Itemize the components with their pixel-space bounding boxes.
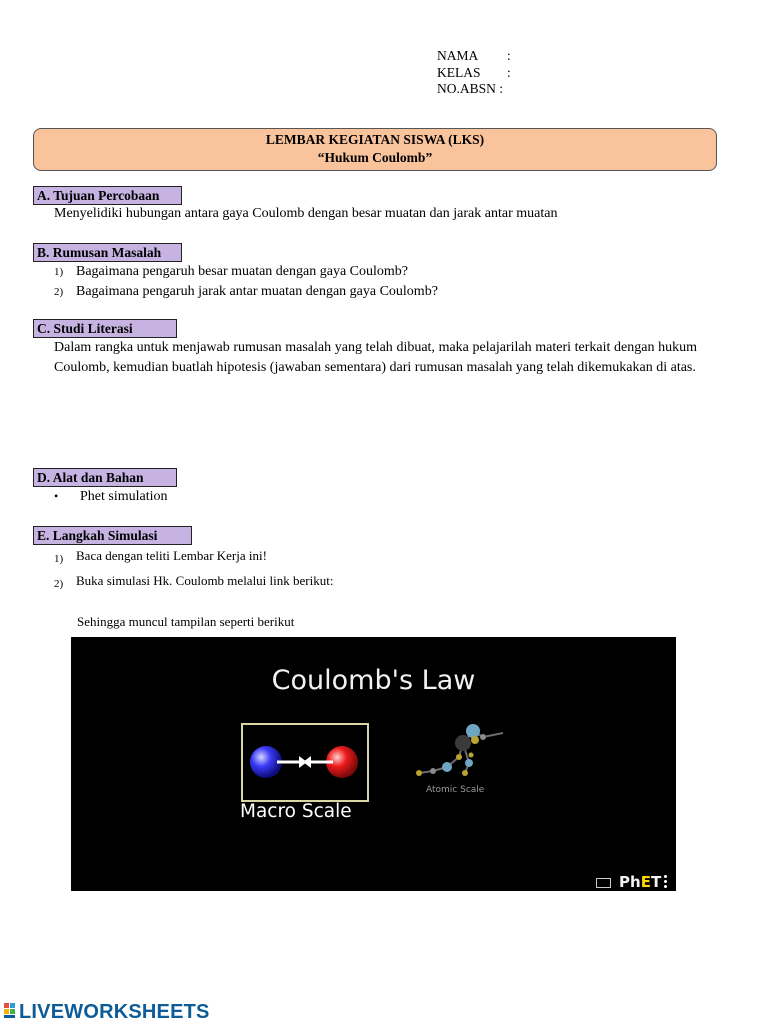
section-d-list-item bbox=[54, 487, 168, 507]
atomic-scale-label: Atomic Scale bbox=[426, 785, 485, 795]
name-field[interactable] bbox=[437, 48, 511, 65]
charges-icon bbox=[243, 725, 367, 800]
phet-logo-ph: Ph bbox=[619, 873, 641, 891]
list-number: 1) bbox=[54, 266, 64, 278]
name-colon: : bbox=[507, 48, 511, 63]
absent-number-label: NO.ABSN : bbox=[437, 81, 504, 96]
section-b-list bbox=[54, 262, 438, 302]
list-number: 2) bbox=[54, 578, 64, 590]
list-item bbox=[54, 262, 438, 282]
liveworksheets-footer[interactable] bbox=[4, 1001, 210, 1024]
list-number: 2) bbox=[54, 286, 64, 298]
phet-logo-e: E bbox=[640, 873, 651, 891]
class-label: KELAS bbox=[437, 64, 481, 80]
simulation-title: Coulomb's Law bbox=[271, 665, 476, 696]
section-c-label: C. Studi Literasi bbox=[33, 319, 177, 338]
worksheet-title: LEMBAR KEGIATAN SISWA (LKS) bbox=[265, 132, 485, 147]
section-d-label: D. Alat dan Bahan bbox=[33, 468, 177, 487]
class-field[interactable] bbox=[437, 65, 511, 82]
student-identity bbox=[437, 48, 511, 98]
liveworksheets-brand: LIVEWORKSHEETS bbox=[19, 1001, 210, 1023]
list-item bbox=[54, 545, 333, 570]
list-text: Buka simulasi Hk. Coulomb melalui link berikut: bbox=[76, 573, 334, 588]
phet-simulation-screen[interactable] bbox=[71, 637, 676, 891]
list-item bbox=[54, 570, 333, 595]
list-item bbox=[54, 282, 438, 302]
macro-scale-button[interactable] bbox=[241, 723, 369, 802]
list-number: 1) bbox=[54, 553, 64, 565]
liveworksheets-logo-icon bbox=[4, 1003, 17, 1019]
worksheet-title-box bbox=[33, 128, 717, 171]
phet-logo bbox=[619, 873, 661, 891]
phet-menu-icon[interactable] bbox=[664, 875, 667, 890]
molecule-icon bbox=[411, 717, 521, 787]
section-c-text: Dalam rangka untuk menjawab rumusan masalah yang telah dibuat, maka pelajarilah materi terkait dengan hukum Coulomb, kemudian buatlah hipotesis (jawaban sementara) dari rumusan masalah yang telah dikemukakan di atas. bbox=[54, 340, 697, 375]
phet-logo-t: T bbox=[650, 873, 662, 891]
list-text: Baca dengan teliti Lembar Kerja ini! bbox=[76, 548, 267, 563]
absent-number-field[interactable] bbox=[437, 81, 511, 98]
keyboard-icon[interactable] bbox=[596, 878, 611, 888]
name-label: NAMA bbox=[437, 48, 479, 63]
section-e-list bbox=[54, 545, 333, 595]
worksheet-subtitle: “Hukum Coulomb” bbox=[317, 150, 433, 165]
section-a-text: Menyelidiki hubungan antara gaya Coulomb dengan besar muatan dan jarak antar muatan bbox=[54, 206, 558, 221]
section-b-label: B. Rumusan Masalah bbox=[33, 243, 182, 262]
simulation-caption: Sehingga muncul tampilan seperti berikut bbox=[77, 614, 295, 629]
bullet: • bbox=[54, 489, 59, 503]
macro-scale-label: Macro Scale bbox=[240, 801, 352, 822]
list-text: Bagaimana pengaruh jarak antar muatan dengan gaya Coulomb? bbox=[76, 284, 438, 299]
class-colon: : bbox=[507, 64, 511, 80]
section-d-item-text: Phet simulation bbox=[80, 489, 168, 504]
section-a-label: A. Tujuan Percobaan bbox=[33, 186, 182, 205]
atomic-scale-button[interactable] bbox=[411, 717, 521, 787]
list-text: Bagaimana pengaruh besar muatan dengan gaya Coulomb? bbox=[76, 264, 408, 279]
section-e-label: E. Langkah Simulasi bbox=[33, 526, 192, 545]
